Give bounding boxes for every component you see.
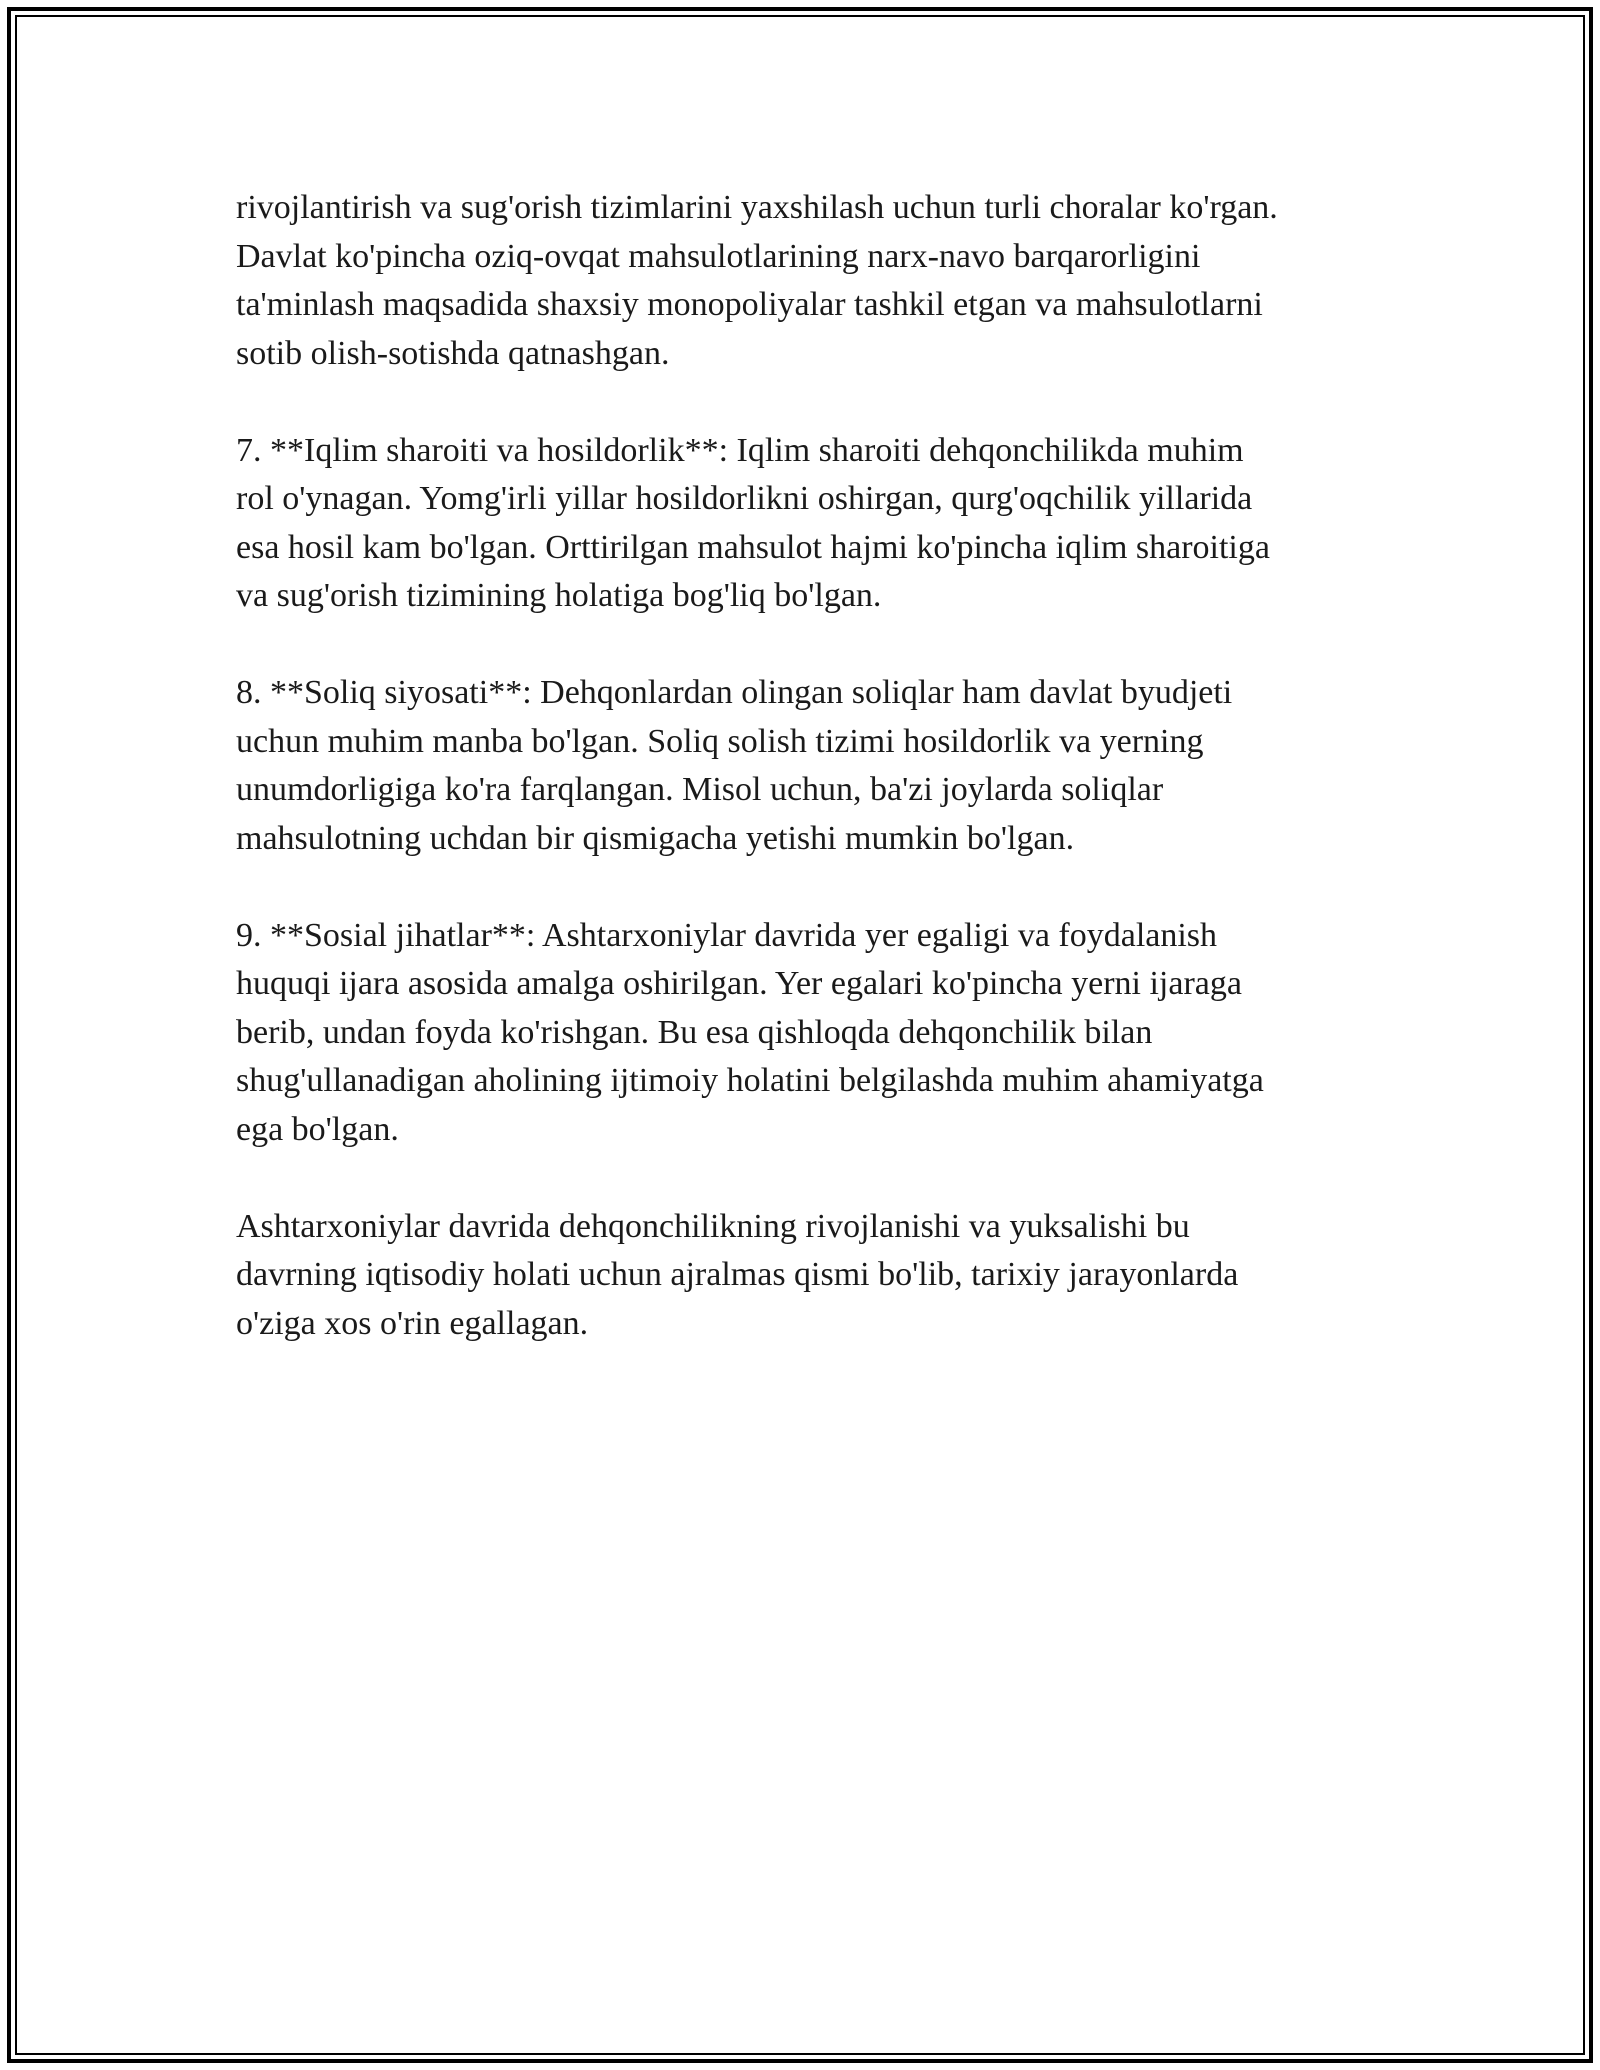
- paragraph-item-8: 8. **Soliq siyosati**: Dehqonlardan olingan soliqlar ham davlat byudjeti uchun muhim manba bo'lgan. Soliq solish tizimi hosildorlik va yerning unumdorligiga ko'ra farqlangan. Misol uchun, ba'zi joylarda soliqlar mahsulotning uchdan bir qismigacha yetishi mumkin bo'lgan.: [236, 674, 1233, 857]
- document-body: [236, 184, 1396, 1397]
- paragraph-item-9: 9. **Sosial jihatlar**: Ashtarxoniylar davrida yer egaligi va foydalanish huquqi ijara asosida amalga oshirilgan. Yer egalari ko'pincha yerni ijaraga berib, undan foyda ko'rishgan. Bu esa qishloqda dehqonchilik bilan shug'ullanadigan aholining ijtimoiy holatini belgilashda muhim ahamiyatga ega bo'lgan.: [236, 916, 1264, 1148]
- paragraph-continuation: rivojlantirish va sug'orish tizimlarini yaxshilash uchun turli choralar ko'rgan. Davlat ko'pincha oziq-ovqat mahsulotlarining narx-navo barqarorligini ta'minlash maqsadida shaxsiy monopoliyalar tashkil etgan va mahsulotlarni sotib olish-sotishda qatnashgan.: [236, 189, 1278, 372]
- paragraph-item-7: 7. **Iqlim sharoiti va hosildorlik**: Iqlim sharoiti dehqonchilikda muhim rol o'ynagan. Yomg'irli yillar hosildorlikni oshirgan, qurg'oqchilik yillarida esa hosil kam bo'lgan. Orttirilgan mahsulot hajmi ko'pincha iqlim sharoitiga va sug'orish tizimining holatiga bog'liq bo'lgan.: [236, 431, 1270, 614]
- paragraph-conclusion: Ashtarxoniylar davrida dehqonchilikning rivojlanishi va yuksalishi bu davrning iqtisodiy holati uchun ajralmas qismi bo'lib, tarixiy jarayonlarda o'ziga xos o'rin egallagan.: [236, 1207, 1239, 1342]
